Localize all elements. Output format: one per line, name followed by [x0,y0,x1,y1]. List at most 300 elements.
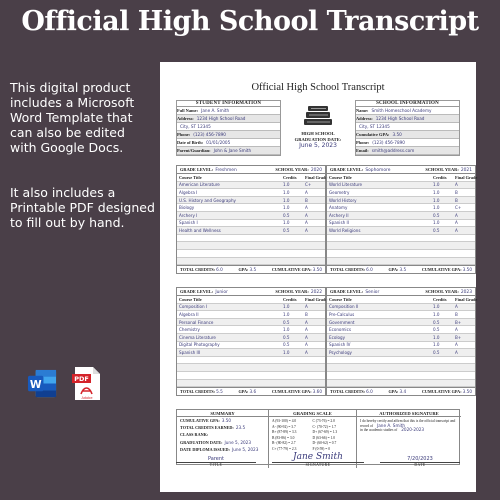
info-row [356,107,459,115]
course-grade[interactable]: A [455,182,458,188]
grading-scale-entry: F (0-59) = 0 [312,446,330,451]
grading-scale-entry: D (63-66) = 1.0 [312,435,336,440]
info-row [356,115,459,123]
term-footer [327,265,475,273]
course-grade[interactable]: C+ [455,205,462,211]
course-row [327,204,475,212]
course-credits[interactable]: 1.0 [283,349,290,355]
course-grade[interactable]: B+ [455,334,462,340]
course-credits[interactable]: 1.0 [283,197,290,203]
course-credits[interactable]: 1.0 [433,311,440,317]
course-row [327,319,475,327]
course-credits[interactable]: 0.5 [283,227,290,233]
summary-label: CUMULATIVE GPA: [180,418,220,423]
date-field[interactable] [380,456,460,476]
svg-text:PDF: PDF [74,375,89,383]
course-credits[interactable]: 0.5 [433,227,440,233]
grade-level-label: GRADE LEVEL: [330,288,364,294]
course-row [177,342,325,350]
info-value[interactable]: 1234 High School Road [196,116,246,121]
summary-value[interactable]: June 5, 2023 [231,446,259,452]
course-credits[interactable]: 1.0 [283,304,290,310]
total-credits-value[interactable]: 6.0 [366,267,373,273]
school-year-field [425,289,472,295]
course-credits[interactable]: 1.0 [433,189,440,195]
term-senior [326,287,476,396]
course-credits[interactable]: 1.0 [283,205,290,211]
promo-text-1: This digital product includes a Microsoft Word Template that can also be edited with Google Docs. [10,80,135,155]
grade-level-value[interactable]: Junior [215,289,228,295]
course-row [177,189,325,197]
term-footer [327,387,475,395]
info-label: Date of Birth: [177,140,204,145]
grade-level-value[interactable]: Freshmen [215,167,237,173]
course-credits[interactable]: 1.0 [433,205,440,211]
school-year-value[interactable]: 2020 [310,167,322,173]
course-column-headers [327,296,478,304]
info-value[interactable]: 01/01/2005 [206,140,231,145]
school-year-label: SCHOOL YEAR: [425,288,459,294]
col-credits: Credits [283,174,297,180]
course-credits[interactable]: 1.0 [283,327,290,333]
school-year-field [275,167,322,173]
course-row [177,334,325,342]
cumulative-gpa-value[interactable]: 3.60 [312,389,322,395]
course-grade[interactable]: B [455,197,458,203]
course-grade[interactable]: A [305,205,308,211]
grading-scale-heading: GRADING SCALE [269,410,356,417]
course-title[interactable]: Cinema Literature [179,334,216,340]
school-info-heading: SCHOOL INFORMATION [356,101,459,107]
course-row [177,304,325,312]
course-grade[interactable]: A [305,349,308,355]
cumulative-gpa-label: CUMULATIVE GPA: [421,389,462,395]
school-year-value[interactable]: 2021 [460,167,472,173]
course-row [177,311,325,319]
course-title[interactable]: Spanish I [179,220,198,226]
course-grade[interactable]: A [455,212,458,218]
course-row [327,197,475,205]
svg-text:W: W [29,377,42,391]
course-credits[interactable]: 1.0 [433,182,440,188]
course-list [177,304,325,388]
course-title[interactable]: Algebra I [179,189,198,195]
info-label: Phone: [177,132,191,137]
course-title[interactable]: World History [329,197,357,203]
info-value[interactable]: 1234 High School Road [375,116,425,121]
course-row [177,380,325,388]
grade-level-field [180,289,228,295]
course-title[interactable]: U.S. History and Geography [179,197,236,203]
document-title: Official High School Transcript [251,82,385,93]
grading-scale-entry: B (83-86) = 3.0 [272,435,295,440]
summary-line [177,446,268,453]
course-row [327,235,475,243]
course-credits[interactable]: 1.0 [433,304,440,310]
col-course-title: Course Title [329,174,352,180]
course-list [327,304,475,388]
course-row [327,326,475,334]
course-column-headers [177,174,328,182]
grade-level-field [330,289,379,295]
date-caption: DATE [414,463,426,467]
signature-field[interactable] [272,452,364,472]
course-credits[interactable]: 0.5 [283,334,290,340]
course-row [177,349,325,357]
info-row [356,123,459,131]
info-label: Cumulative GPA: [356,132,390,137]
total-credits-field [180,267,223,272]
course-title[interactable]: Ecology [329,334,346,340]
course-credits[interactable]: 1.0 [433,342,440,348]
course-title[interactable]: American Literature [179,182,220,188]
course-column-headers [327,174,478,182]
pdf-icon-caption: Adobe [81,396,93,400]
term-sophomore [326,165,476,274]
course-credits[interactable]: 0.5 [433,349,440,355]
course-grade[interactable]: A [305,327,308,333]
course-row [177,235,325,243]
course-row [177,319,325,327]
grade-level-value[interactable]: Senior [365,289,380,295]
course-row [177,227,325,235]
date-value: 7/20/2023 [407,456,433,462]
term-freshman [176,165,326,274]
course-row [327,357,475,365]
school-logo [289,104,347,154]
grade-level-label: GRADE LEVEL: [330,166,364,172]
course-credits[interactable]: 0.5 [283,342,290,348]
school-year-value[interactable]: 2023 [460,289,472,295]
title-field[interactable] [176,456,256,476]
course-row [177,258,325,266]
school-year-field [275,289,322,295]
info-value[interactable]: Jane A. Smith [201,108,230,113]
course-row [177,182,325,190]
course-title[interactable]: Economics [329,327,351,333]
summary-heading: SUMMARY [177,410,268,417]
course-grade[interactable]: A [455,349,458,355]
course-row [327,242,475,250]
gpa-value[interactable]: 3.5 [399,267,407,273]
word-icon [27,368,58,399]
info-label: Parent/Guardian: [177,148,211,153]
course-title[interactable]: Personal Finance [179,319,214,325]
info-value[interactable]: 3.50 [392,132,402,137]
info-value[interactable]: Smith Homeschool Academy [371,108,432,113]
course-row [177,197,325,205]
info-label: Email: [356,148,369,153]
course-credits[interactable]: 0.5 [433,319,440,325]
course-title[interactable]: Health and Wellness [179,227,221,233]
course-title[interactable]: Spanish III [179,349,201,355]
course-title[interactable]: Pre-Calculus [329,311,355,317]
grading-scale-entry: D- (60-62) = 0.7 [312,441,337,446]
summary-label: CLASS RANK: [180,432,209,438]
course-row [327,189,475,197]
course-title[interactable]: Spanish II [329,220,349,226]
cumulative-gpa-value[interactable]: 3.50 [312,267,322,273]
course-credits[interactable]: 1.0 [433,334,440,340]
col-course-title: Course Title [329,296,352,302]
student-info-box [176,100,281,156]
cumulative-gpa-field [272,389,322,394]
page-headline: Official High School Transcript [21,6,479,37]
info-row [177,131,280,139]
course-credits[interactable]: 0.5 [433,327,440,333]
course-row [177,242,325,250]
school-year-label: SCHOOL YEAR: [425,166,459,172]
total-credits-value[interactable]: 6.0 [366,389,373,395]
course-title[interactable]: Geometry [329,189,350,195]
info-value[interactable]: City, ST 12345 [180,124,211,129]
total-credits-label: TOTAL CREDITS: [180,389,216,395]
summary-line [177,431,268,438]
course-row [327,372,475,380]
cumulative-gpa-value[interactable]: 3.50 [462,389,472,395]
col-credits: Credits [433,174,447,180]
course-grade[interactable]: B [455,189,458,195]
col-credits: Credits [283,296,297,302]
course-grade[interactable]: A [455,227,458,233]
course-grade[interactable]: A [305,319,308,325]
gpa-value[interactable]: 3.5 [249,267,257,273]
authorized-heading: AUTHORIZED SIGNATURE [357,410,461,417]
course-credits[interactable]: 1.0 [283,189,290,195]
logo-line-1: HIGH SCHOOL [301,131,335,136]
term-junior [176,287,326,396]
course-title[interactable]: Government [329,319,355,325]
cumulative-gpa-field [422,267,472,272]
promo-text-2: It also includes a Printable PDF designed to fill out by hand. [10,185,155,230]
col-credits: Credits [433,296,447,302]
school-info-box [355,100,460,156]
info-row [177,139,280,147]
cert-text-2: in the academic studies of [360,428,398,433]
course-row [177,364,325,372]
course-title[interactable]: Composition I [179,304,208,310]
course-grade[interactable]: A [305,212,308,218]
course-row [177,204,325,212]
course-row [327,311,475,319]
course-grade[interactable]: A [455,304,458,310]
course-grade[interactable]: A [305,304,308,310]
title-value: Parent [207,456,224,462]
course-title[interactable]: Archery I [179,212,198,218]
course-credits[interactable]: 1.0 [283,311,290,317]
school-year-label: SCHOOL YEAR: [275,288,309,294]
course-credits[interactable]: 1.0 [283,182,290,188]
course-grade[interactable]: B+ [455,319,462,325]
col-final-grade: Final Grade [305,174,328,180]
course-grade[interactable]: A [305,227,308,233]
course-row [177,250,325,258]
course-credits[interactable]: 1.0 [283,220,290,226]
school-year-label: SCHOOL YEAR: [275,166,309,172]
course-credits[interactable]: 1.0 [433,197,440,203]
info-value[interactable]: (123) 456-7890 [193,132,226,137]
course-grade[interactable]: A [455,220,458,226]
course-grade[interactable]: A [305,334,308,340]
cumulative-gpa-field [272,267,322,272]
info-value[interactable]: John & Jane Smith [213,148,252,153]
course-row [327,342,475,350]
course-row [327,258,475,266]
term-header [177,166,325,174]
course-grade[interactable]: B [305,311,308,317]
course-grade[interactable]: A [455,342,458,348]
course-row [327,304,475,312]
cert-student-name: Jane A. Smith [376,422,405,428]
course-credits[interactable]: 0.5 [283,212,290,218]
summary-value[interactable]: 23.5 [235,425,246,431]
course-title[interactable]: Archery II [329,212,349,218]
info-row [177,123,280,131]
title-caption: TITLE [209,463,223,467]
total-credits-value[interactable]: 6.0 [216,267,223,273]
col-course-title: Course Title [179,174,202,180]
info-row [356,147,459,155]
col-final-grade: Final Grade [455,174,478,180]
course-row [177,357,325,365]
grading-scale-entry: A (93-100) = 4.0 [272,419,297,423]
course-row [327,349,475,357]
course-row [327,212,475,220]
course-credits[interactable]: 0.5 [283,319,290,325]
total-credits-label: TOTAL CREDITS: [180,267,216,273]
signature-value: Jane Smith [293,452,343,462]
term-footer [177,387,325,395]
cumulative-gpa-value[interactable]: 3.50 [462,267,472,273]
cumulative-gpa-label: CUMULATIVE GPA: [421,267,462,273]
info-label: Phone: [356,140,370,145]
books-icon [289,104,347,126]
term-footer [177,265,325,273]
grading-scale-entry: A- (90-92) = 3.7 [272,424,296,429]
summary-line [177,417,268,424]
course-title[interactable]: Biology [179,205,195,211]
course-title[interactable]: Psychology [329,349,352,355]
summary-label: DATE DIPLOMA ISSUED: [180,446,230,452]
gpa-label: GPA: [238,389,249,395]
course-grade[interactable]: B [455,311,458,317]
info-value[interactable]: City, ST 12345 [359,124,390,129]
grading-scale-entry: B+ (87-89) = 3.3 [272,430,297,435]
course-title[interactable]: Digital Photography [179,342,220,348]
course-title[interactable]: Spanish IV [329,342,351,348]
summary-line [177,424,268,431]
gpa-field [389,389,407,394]
grade-level-label: GRADE LEVEL: [180,288,214,294]
course-grade[interactable]: A [305,189,308,195]
grading-scale-entry: D+ (67-69) = 1.3 [312,430,338,435]
grade-level-field [180,167,237,173]
gpa-field [389,267,407,272]
graduation-date: June 5, 2023 [299,142,337,149]
course-grade[interactable]: B [305,197,308,203]
course-credits[interactable]: 1.0 [433,220,440,226]
gpa-label: GPA: [388,389,399,395]
course-title[interactable]: Composition II [329,304,359,310]
course-row [327,250,475,258]
course-row [177,326,325,334]
grade-level-value[interactable]: Sophomore [365,167,391,173]
school-year-value[interactable]: 2022 [310,289,322,295]
school-year-field [425,167,472,173]
cumulative-gpa-label: CUMULATIVE GPA: [271,267,312,273]
course-row [327,364,475,372]
course-title[interactable]: Chemistry [179,327,200,333]
info-label: Full Name: [177,108,199,113]
summary-label: GRADUATION DATE: [180,439,223,445]
gpa-label: GPA: [238,267,249,273]
course-title[interactable]: Anatomy [329,205,348,211]
col-final-grade: Final Grade [305,296,328,302]
cert-text-1: I do hereby certify and affirm that this is the official transcript and record of [360,419,456,428]
course-list [327,182,475,266]
cumulative-gpa-field [422,389,472,394]
course-grade[interactable]: A [305,220,308,226]
logo-line-2: GRADUATION DATE: [294,136,342,142]
info-label: Address: [356,116,373,121]
course-column-headers [177,296,328,304]
grade-level-label: GRADE LEVEL: [180,166,214,172]
info-label: Address: [177,116,194,121]
course-grade[interactable]: A [455,327,458,333]
gpa-field [239,267,257,272]
course-row [327,334,475,342]
col-course-title: Course Title [179,296,202,302]
gpa-value[interactable]: 3.4 [399,389,407,395]
course-title[interactable]: World Religions [329,227,361,233]
course-credits[interactable]: 0.5 [433,212,440,218]
info-row [177,107,280,115]
term-header [177,288,325,296]
grading-scale-entry: C- (70-72) = 1.7 [312,424,337,429]
summary-value[interactable]: June 5, 2023 [224,439,251,445]
info-row [356,131,459,139]
course-title[interactable]: Algebra II [179,311,199,317]
total-credits-field [330,267,373,272]
cumulative-gpa-label: CUMULATIVE GPA: [271,389,312,395]
gpa-field [239,389,257,394]
course-title[interactable]: World Literature [329,182,363,188]
signature-caption: SIGNATURE [305,463,331,467]
course-row [327,182,475,190]
info-value[interactable]: smith@address.com [371,148,415,153]
info-row [177,115,280,123]
student-info-heading: STUDENT INFORMATION [177,101,280,107]
certification-text [357,417,461,435]
grading-scale-entry: C+ (77-79) = 2.3 [272,446,297,451]
gpa-label: GPA: [388,267,399,273]
info-value[interactable]: (123) 456-7890 [372,140,405,145]
gpa-value[interactable]: 3.6 [249,389,257,395]
total-credits-field [180,389,223,394]
grade-level-field [330,167,390,173]
info-row [177,147,280,155]
total-credits-value[interactable]: 5.5 [216,389,223,395]
grading-scale-entry: B- (80-82) = 2.7 [272,441,296,446]
pdf-icon [72,366,102,401]
term-header [327,288,475,296]
course-row [327,220,475,228]
total-credits-label: TOTAL CREDITS: [330,389,366,395]
summary-value[interactable]: 3.50 [221,418,232,423]
grading-scale-entry: C (73-76) = 2.0 [312,419,335,423]
course-grade[interactable]: C+ [305,182,312,188]
course-grade[interactable]: A [305,342,308,348]
